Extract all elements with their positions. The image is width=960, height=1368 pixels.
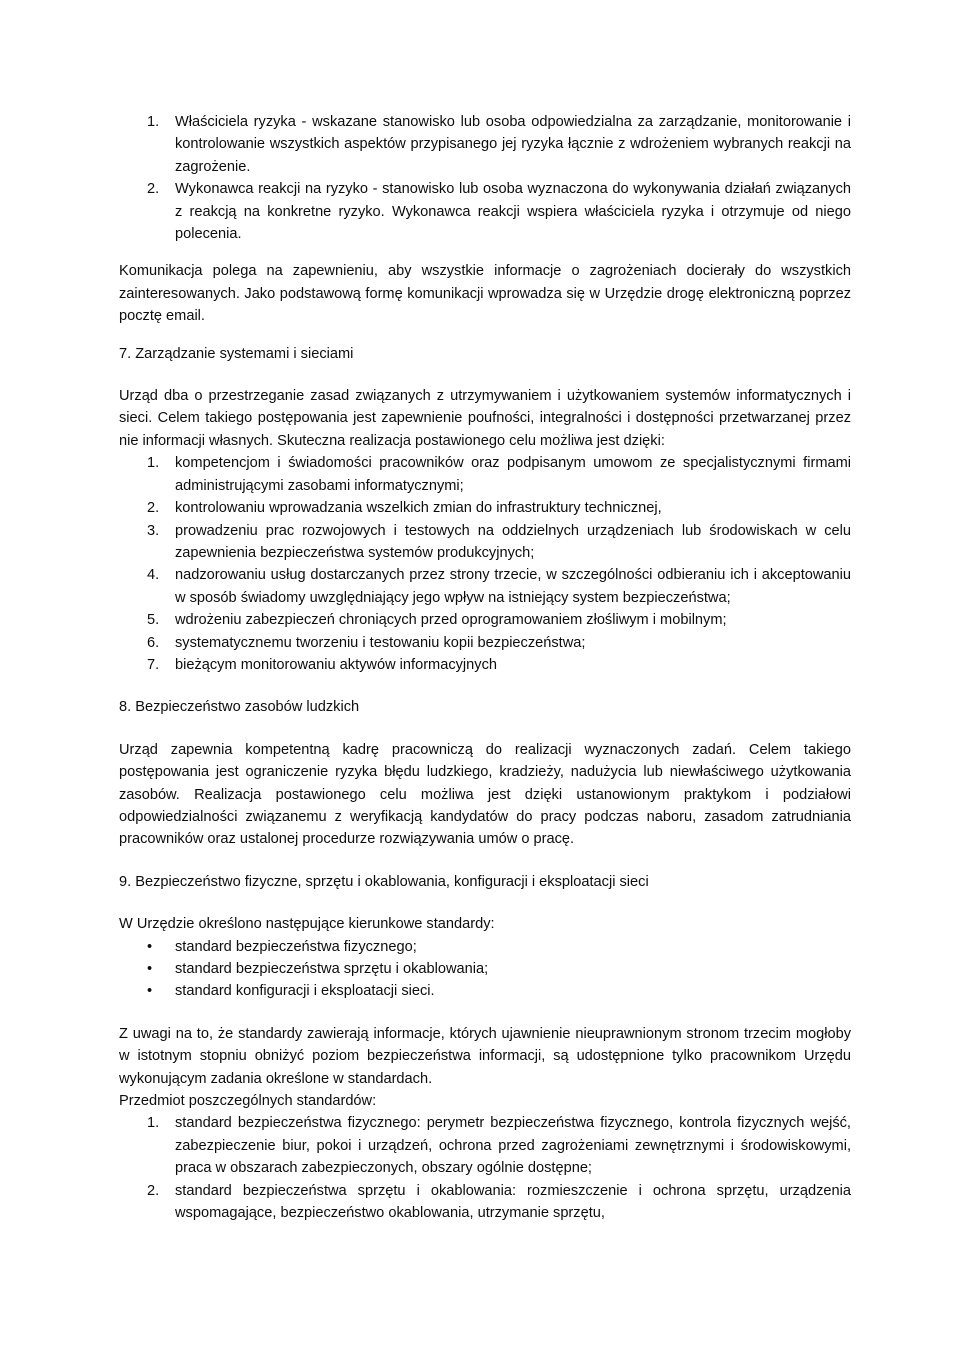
list-item-text: bieżącym monitorowaniu aktywów informacyjnych bbox=[175, 656, 497, 673]
section-8-heading: 8. Bezpieczeństwo zasobów ludzkich bbox=[119, 699, 360, 716]
section-7-intro: Urząd dba o przestrzeganie zasad związanych z utrzymywaniem i użytkowaniem systemów informatycznych i sieci. Celem takiego postępowania jest zapewnienie poufności, integralności i dostępności przetwarzanej przez nie informacji własnych. Skuteczna realizacja postawionego celu możliwa jest dzięki: bbox=[119, 388, 851, 449]
list-item bbox=[119, 520, 851, 565]
section-8-paragraph: Urząd zapewnia kompetentną kadrę pracowniczą do realizacji wyznaczonych zadań. Celem takiego postępowania jest ograniczenie ryzyka błędu ludzkiego, kradzieży, nadużycia lub niewłaściwego użytkowania zasobów. Realizacja postawionego celu możliwa jest dzięki ustanowionym praktykom i podziałowi odpowiedzialności związanemu z weryfikacją kandydatów do pracy podczas naboru, zasadom zatrudniania pracowników oraz ustalonej procedurze rozwiązywania umów o pracę. bbox=[119, 741, 851, 848]
list-item-text: standard bezpieczeństwa sprzętu i okablowania; bbox=[175, 961, 489, 977]
list-item-text: nadzorowaniu usług dostarczanych przez strony trzecie, w szczególności odbieraniu ich i akceptowaniu w sposób świadomy uwzględniający jego wpływ na istniejący system bezpieczeństwa; bbox=[175, 567, 851, 606]
list-item-text: standard bezpieczeństwa fizycznego; bbox=[175, 938, 417, 955]
list-item bbox=[119, 452, 851, 497]
section-9-heading: 9. Bezpieczeństwo fizyczne, sprzętu i okablowania, konfiguracji i eksploatacji sieci bbox=[119, 873, 649, 890]
document-page bbox=[119, 111, 851, 1224]
list-number: 4. bbox=[147, 567, 160, 584]
list-item bbox=[119, 958, 851, 980]
list-item-text: standard bezpieczeństwa fizycznego: perymetr bezpieczeństwa fizycznego, kontrola fizycznych wejść, zabezpieczenie biur, pokoi i urządzeń, ochrona przed zagrożeniami zewnętrznymi i środowiskowymi, praca w obszarach zabezpieczonych, obszary ogólnie dostępne; bbox=[175, 1115, 851, 1177]
section-7-heading: 7. Zarządzanie systemami i sieciami bbox=[119, 345, 354, 362]
list-number: 2. bbox=[147, 500, 160, 517]
section-7-list bbox=[119, 452, 851, 676]
list-number: 2. bbox=[147, 1182, 160, 1199]
subjects-list bbox=[119, 1112, 851, 1224]
list-number: 1. bbox=[147, 455, 160, 472]
list-item bbox=[119, 1112, 851, 1179]
list-item bbox=[119, 178, 851, 245]
list-number: 1. bbox=[147, 114, 160, 130]
risk-roles-list bbox=[119, 111, 851, 245]
list-item bbox=[119, 980, 851, 1002]
communication-paragraph: Komunikacja polega na zapewnieniu, aby wszystkie informacje o zagrożeniach docierały do wszystkich zainteresowanych. Jako podstawową formę komunikacji wprowadza się w Urzędzie drogę elektroniczną poprzez pocztę email. bbox=[119, 263, 851, 325]
section-9-intro: W Urzędzie określono następujące kierunkowe standardy: bbox=[119, 916, 495, 933]
list-item bbox=[119, 632, 851, 654]
bullet-icon: • bbox=[147, 961, 153, 977]
list-item bbox=[119, 654, 851, 676]
subjects-intro: Przedmiot poszczególnych standardów: bbox=[119, 1093, 377, 1110]
list-item bbox=[119, 564, 851, 609]
list-number: 6. bbox=[147, 634, 160, 651]
section-9-paragraph: Z uwagi na to, że standardy zawierają informacje, których ujawnienie nieuprawnionym stronom trzecim mogłoby w istotnym stopniu obniżyć poziom bezpieczeństwa informacji, są udostępnione tylko pracownikom Urzędu wykonującym zadania określone w standardach. bbox=[119, 1025, 851, 1087]
list-item-text: systematycznemu tworzeniu i testowaniu kopii bezpieczeństwa; bbox=[175, 634, 586, 651]
list-item-text: standard bezpieczeństwa sprzętu i okablowania: rozmieszczenie i ochrona sprzętu, urządzenia wspomagające, bezpieczeństwo okablowania, utrzymanie sprzętu, bbox=[175, 1182, 851, 1222]
list-number: 7. bbox=[147, 656, 160, 673]
list-number: 3. bbox=[147, 522, 160, 539]
list-number: 1. bbox=[147, 1115, 160, 1132]
list-item-text: kontrolowaniu wprowadzania wszelkich zmian do infrastruktury technicznej, bbox=[175, 500, 662, 517]
list-number: 5. bbox=[147, 612, 160, 629]
list-item bbox=[119, 609, 851, 631]
bullet-icon: • bbox=[147, 983, 153, 1000]
list-number: 2. bbox=[147, 181, 160, 198]
list-item bbox=[119, 1180, 851, 1225]
list-item-text: kompetencjom i świadomości pracowników oraz podpisanym umowom ze specjalistycznymi firmami administrującymi zasobami informatycznymi; bbox=[175, 455, 851, 494]
list-item bbox=[119, 111, 851, 178]
list-item-text: Właściciela ryzyka - wskazane stanowisko lub osoba odpowiedzialna za zarządzanie, monitorowanie i kontrolowanie wszystkich aspektów przypisanego jej ryzyka łącznie z wdrożeniem wybranych reakcji na zagrożenie. bbox=[175, 114, 851, 175]
bullet-icon: • bbox=[147, 938, 153, 955]
list-item-text: standard konfiguracji i eksploatacji sieci. bbox=[175, 983, 435, 1000]
list-item-text: wdrożeniu zabezpieczeń chroniących przed oprogramowaniem złośliwym i mobilnym; bbox=[175, 612, 727, 629]
list-item bbox=[119, 497, 851, 519]
list-item-text: prowadzeniu prac rozwojowych i testowych na oddzielnych urządzeniach lub środowiskach w celu zapewnienia bezpieczeństwa systemów produkcyjnych; bbox=[175, 522, 851, 561]
standards-bullet-list bbox=[119, 936, 851, 1003]
list-item-text: Wykonawca reakcji na ryzyko - stanowisko lub osoba wyznaczona do wykonywania działań związanych z reakcją na konkretne ryzyko. Wykonawca reakcji wspiera właściciela ryzyka i otrzymuje od niego polecenia. bbox=[175, 181, 851, 243]
list-item bbox=[119, 936, 851, 958]
